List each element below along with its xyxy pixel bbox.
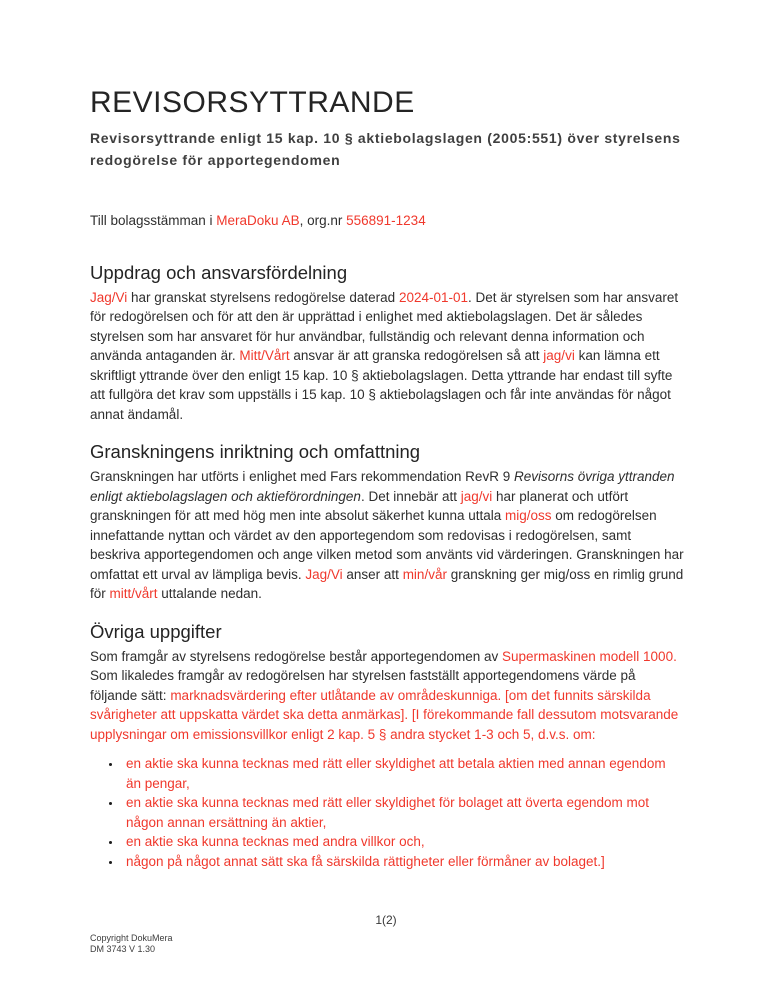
- list-item: • någon på något annat sätt ska få särskilda rättigheter eller förmåner av bolaget.]: [122, 852, 684, 872]
- document-content: [90, 85, 684, 871]
- recipient-line: Till bolagsstämman i MeraDoku AB, org.nr 556891-1234: [90, 213, 426, 228]
- section-paragraph-ovriga: Som framgår av styrelsens redogörelse består apportegendomen av Supermaskinen modell 1000. Som likaledes framgår av redogörelsen har styrelsen fastställt apportegendomens värde på följande sätt: marknadsvärdering efter utlåtande av områdeskunniga. [om det funnits särskilda svårigheter att uppskatta värdet ska detta anmärkas]. [I förekommande fall dessutom motsvarande upplysningar om emissionsvillkor enligt 2 kap. 5 § andra stycket 1-3 och 5, d.v.s. om:: [90, 648, 679, 742]
- section-paragraph-uppdrag: Jag/Vi har granskat styrelsens redogörelse daterad 2024-01-01. Det är styrelsen som har ansvaret för redogörelsen och för att den är upprättad i enlighet med aktiebolagslagen. Det är således styrelsen som har ansvaret för hur användbar, fullständig och relevant denna information och använda antaganden är. Mitt/Vårt ansvar är att granska redogörelsen så att jag/vi kan lämna ett skriftligt yttrande över den enligt 15 kap. 10 § aktiebolagslagen. Detta yttrande har endast till syfte att fullgöra det krav som uppställs i 15 kap. 10 § aktiebolagslagen och får inte användas för något annat ändamål.: [90, 289, 679, 422]
- page-number: 1(2): [375, 913, 397, 927]
- list-item: • en aktie ska kunna tecknas med andra villkor och,: [122, 832, 684, 852]
- footer: [90, 933, 173, 955]
- section-heading-uppdrag: Uppdrag och ansvarsfördelning: [90, 261, 348, 283]
- footer-copyright: Copyright DokuMera: [90, 933, 173, 943]
- list-item: • en aktie ska kunna tecknas med rätt eller skyldighet att betala aktien med annan egendom än pengar,: [122, 754, 684, 793]
- footer-document-id: DM 3743 V 1.30: [90, 944, 156, 954]
- section-heading-granskning: Granskningens inriktning och omfattning: [90, 441, 421, 462]
- conditions-bullet-list: [90, 754, 684, 871]
- section-heading-ovriga: Övriga uppgifter: [90, 620, 222, 642]
- document-subtitle: Revisorsyttrande enligt 15 kap. 10 § aktiebolagslagen (2005:551) över styrelsens redogörelse för apportegendomen: [90, 130, 681, 168]
- section-paragraph-granskning: Granskningen har utförts i enlighet med Fars rekommendation RevR 9 Revisorns övriga yttranden enligt aktiebolagslagen och aktieförordningen. Det innebär att jag/vi har planerat och utfört granskningen för att med hög men inte absolut säkerhet kunna uttala mig/oss om redogörelsen innefattande nyttan och värdet av den apportegendom som redovisas i redogörelsen, samt beskriva apportegendomen och ange vilken metod som använts vid värderingen. Granskningen har omfattat ett urval av lämpliga bevis. Jag/Vi anser att min/vår granskning ger mig/oss en rimlig grund för mitt/vårt uttalande nedan.: [90, 469, 684, 601]
- document-title: REVISORSYTTRANDE: [90, 86, 415, 119]
- list-item: • en aktie ska kunna tecknas med rätt eller skyldighet för bolaget att överta egendom mot någon annan ersättning än aktier,: [122, 793, 684, 832]
